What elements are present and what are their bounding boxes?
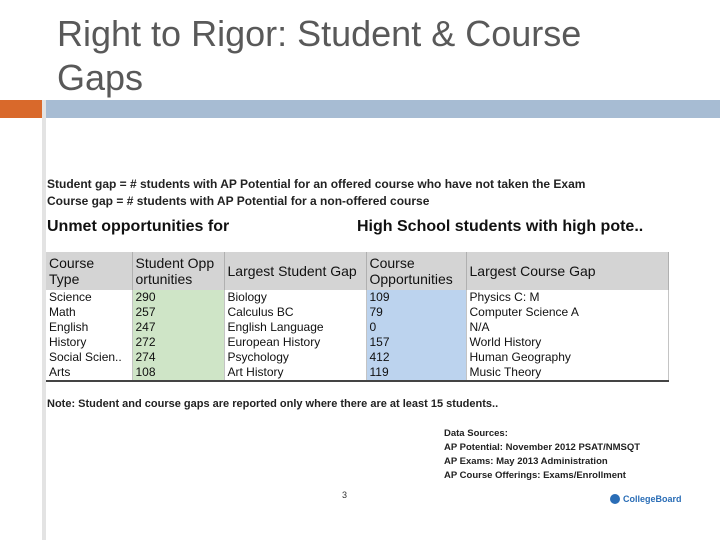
source-item: AP Exams: May 2013 Administration xyxy=(444,456,608,467)
source-item: AP Course Offerings: Exams/Enrollment xyxy=(444,470,626,481)
sources-label: Data Sources: xyxy=(444,428,508,439)
cell-course-type: Science xyxy=(46,290,132,305)
slide-title-line1: Right to Rigor: Student & Course xyxy=(57,13,582,54)
slide-title xyxy=(57,12,677,100)
header-largest-student-gap: Largest Student Gap xyxy=(224,252,366,290)
cell-course-opp: 0 xyxy=(366,320,466,335)
heading-left: Unmet opportunities for xyxy=(47,218,230,235)
cell-course-gap: N/A xyxy=(466,320,668,335)
cell-student-opp: 290 xyxy=(132,290,224,305)
source-item: AP Potential: November 2012 PSAT/NMSQT xyxy=(444,442,641,453)
cell-student-gap: English Language xyxy=(224,320,366,335)
cell-student-gap: Art History xyxy=(224,365,366,381)
cell-course-type: Social Scien.. xyxy=(46,350,132,365)
header-course-opp: Course Opportunities xyxy=(366,252,466,290)
heading-right: High School students with high pote.. xyxy=(357,218,644,235)
page-number: 3 xyxy=(342,490,348,500)
cell-course-opp: 119 xyxy=(366,365,466,381)
table-row xyxy=(46,350,668,365)
table-row xyxy=(46,320,668,335)
table-row xyxy=(46,365,668,381)
collegeboard-logo xyxy=(610,492,682,506)
cell-course-gap: Physics C: M xyxy=(466,290,668,305)
cell-course-gap: World History xyxy=(466,335,668,350)
header-course-type: Course Type xyxy=(46,252,132,290)
cell-student-opp: 108 xyxy=(132,365,224,381)
cell-course-type: Arts xyxy=(46,365,132,381)
cell-course-opp: 412 xyxy=(366,350,466,365)
cell-course-type: English xyxy=(46,320,132,335)
cell-course-gap: Music Theory xyxy=(466,365,668,381)
accent-blue-bar xyxy=(46,100,720,118)
definitions xyxy=(47,176,585,210)
cell-student-gap: European History xyxy=(224,335,366,350)
slide-title-line2: Gaps xyxy=(57,57,144,98)
cell-student-opp: 247 xyxy=(132,320,224,335)
header-student-opp: Student Opp ortunities xyxy=(132,252,224,290)
cell-student-gap: Calculus BC xyxy=(224,305,366,320)
cell-student-opp: 257 xyxy=(132,305,224,320)
table-header-row xyxy=(46,252,668,290)
footnote: Note: Student and course gaps are reported only where there are at least 15 students.. xyxy=(47,398,499,410)
cell-student-gap: Psychology xyxy=(224,350,366,365)
cell-course-type: History xyxy=(46,335,132,350)
cell-course-opp: 157 xyxy=(366,335,466,350)
cell-student-gap: Biology xyxy=(224,290,366,305)
accent-orange-block xyxy=(0,100,42,118)
collegeboard-logo-icon xyxy=(610,494,620,504)
cell-course-opp: 109 xyxy=(366,290,466,305)
table-row xyxy=(46,335,668,350)
data-sources xyxy=(444,427,640,483)
cell-course-gap: Computer Science A xyxy=(466,305,668,320)
gaps-table xyxy=(46,252,669,382)
cell-course-opp: 79 xyxy=(366,305,466,320)
cell-course-type: Math xyxy=(46,305,132,320)
student-gap-definition: Student gap = # students with AP Potential for an offered course who have not taken the Exam xyxy=(47,177,586,191)
logo-text: CollegeBoard xyxy=(623,494,682,504)
table-row xyxy=(46,305,668,320)
course-gap-definition: Course gap = # students with AP Potential for a non-offered course xyxy=(47,194,430,208)
header-largest-course-gap: Largest Course Gap xyxy=(466,252,668,290)
cell-student-opp: 274 xyxy=(132,350,224,365)
cell-course-gap: Human Geography xyxy=(466,350,668,365)
cell-student-opp: 272 xyxy=(132,335,224,350)
table-row xyxy=(46,290,668,305)
